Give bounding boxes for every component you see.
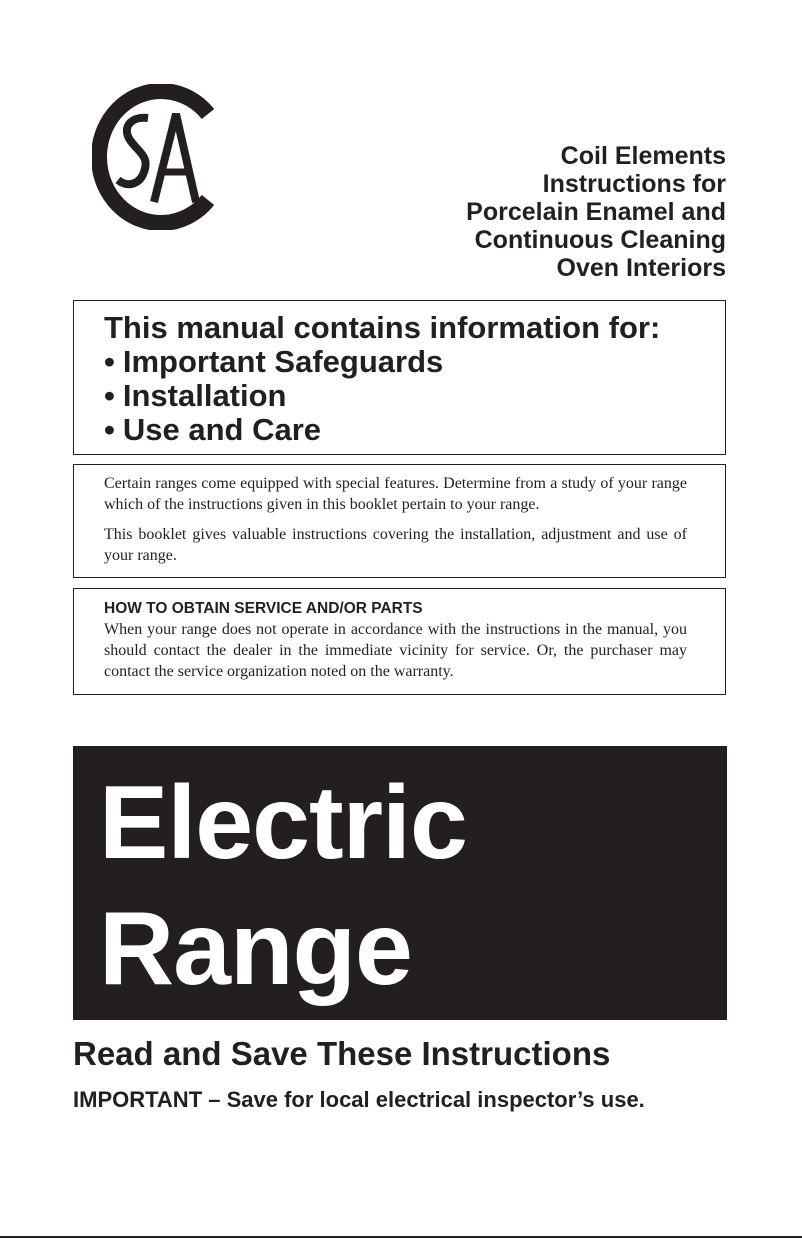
subtitle-line: Coil Elements — [560, 142, 726, 170]
bullet-icon: • — [104, 378, 115, 413]
document-subtitle — [366, 142, 726, 282]
service-body: When your range does not operate in accordance with the instructions in the manual, you should contact the dealer in the immediate vicinity for service. Or, the purchaser may contact the service organization noted on the warranty. — [104, 621, 687, 680]
banner-title-line: Range — [99, 891, 412, 1007]
subtitle-line: Oven Interiors — [556, 254, 726, 282]
important-note: IMPORTANT – Save for local electrical inspector’s use. — [73, 1087, 645, 1112]
service-heading: HOW TO OBTAIN SERVICE AND/OR PARTS — [104, 600, 423, 617]
contents-item-label: Important Safeguards — [122, 344, 444, 379]
subtitle-line: Continuous Cleaning — [474, 226, 726, 254]
contents-item-label: Use and Care — [122, 412, 321, 447]
read-save-heading: Read and Save These Instructions — [73, 1035, 611, 1072]
bullet-icon: • — [104, 344, 115, 379]
contents-item — [104, 379, 725, 413]
bullet-icon: • — [104, 412, 115, 447]
banner-title-line: Electric — [99, 765, 467, 881]
contents-item — [104, 345, 725, 379]
contents-box — [73, 300, 726, 455]
features-box — [73, 464, 726, 578]
contents-item — [104, 413, 725, 447]
features-paragraph: This booklet gives valuable instructions covering the installation, adjustment and use of your range. — [104, 526, 687, 564]
csa-logo — [92, 84, 220, 230]
bottom-divider — [0, 1236, 802, 1238]
contents-heading: This manual contains information for: — [104, 310, 661, 345]
product-banner — [73, 746, 727, 1020]
subtitle-line: Porcelain Enamel and — [466, 198, 726, 226]
contents-item-label: Installation — [122, 378, 287, 413]
features-paragraph: Certain ranges come equipped with special features. Determine from a study of your range which of the instructions given in this booklet pertain to your range. — [104, 475, 687, 513]
service-box — [73, 588, 726, 695]
subtitle-line: Instructions for — [542, 170, 726, 198]
